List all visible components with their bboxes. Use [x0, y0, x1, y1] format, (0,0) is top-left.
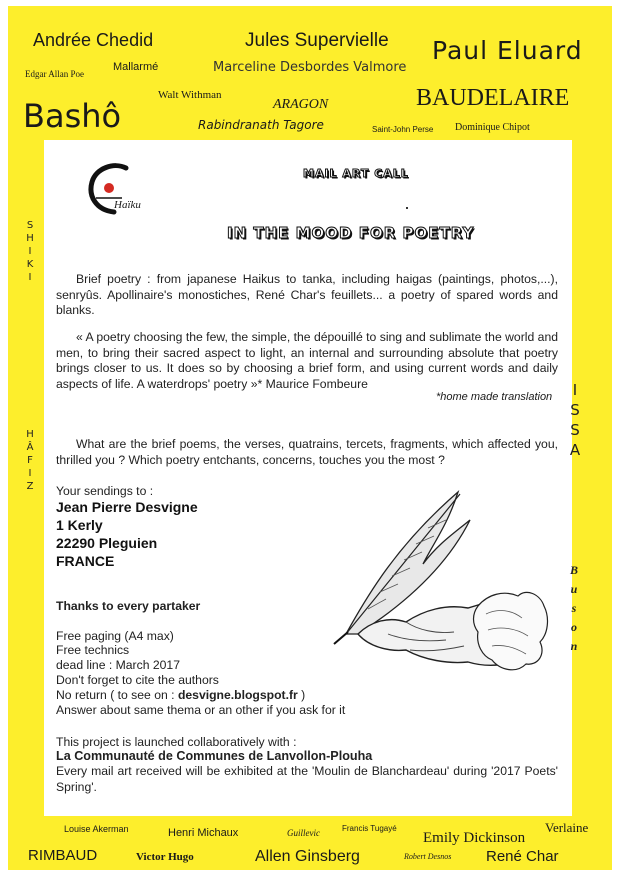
haiku-logo-text: Haïku	[114, 199, 141, 211]
poet-robert-desnos: Robert Desnos	[404, 852, 452, 861]
poet-jules-supervielle: Jules Supervielle	[245, 30, 389, 51]
mail-art-call-label: MAIL ART CALL	[303, 167, 409, 180]
poet-walt-withman: Walt Withman	[158, 89, 222, 101]
rule-cite-authors: Don't forget to cite the authors	[56, 673, 219, 687]
rule-no-return	[56, 688, 305, 702]
poet-rimbaud: RIMBAUD	[28, 847, 98, 864]
poet-guillevic: Guillevic	[287, 828, 320, 838]
poet-rene-char: René Char	[486, 848, 559, 865]
rule-technics: Free technics	[56, 643, 130, 657]
poet-mallarme: Mallarmé	[113, 61, 159, 73]
poet-aragon: ARAGON	[273, 97, 329, 112]
poet-henri-michaux: Henri Michaux	[168, 827, 239, 839]
intro-paragraph-1: Brief poetry : from japanese Haikus to tanka, including haigas (paintings, photos,...), senryûs. Apollinaire's monostiches, René Char's feuillets... a poetry of spared words and blanks.	[56, 272, 558, 318]
project-organization: La Communauté de Communes de Lanvollon-Plouha	[56, 749, 373, 763]
poet-victor-hugo: Victor Hugo	[136, 851, 194, 863]
poet-buson-vertical: B u s o n	[569, 563, 578, 653]
poet-verlaine: Verlaine	[545, 820, 589, 835]
rule-answer: Answer about same thema or an other if you ask for it	[56, 703, 346, 717]
haiku-logo	[84, 160, 154, 220]
poet-marceline-desbordes-valmore: Marceline Desbordes Valmore	[213, 60, 407, 75]
quill-hand-illustration	[328, 484, 550, 694]
project-intro: This project is launched collaboratively with :	[56, 735, 297, 749]
poet-baudelaire: BAUDELAIRE	[416, 85, 570, 111]
address-street: 1 Kerly	[56, 517, 103, 533]
rule-deadline: dead line : March 2017	[56, 658, 180, 672]
poet-louise-akerman: Louise Akerman	[64, 824, 129, 834]
poet-francis-tugaye: Francis Tugayé	[342, 824, 397, 833]
call-title: IN THE MOOD FOR POETRY	[227, 224, 475, 242]
poet-emily-dickinson: Emily Dickinson	[423, 830, 526, 846]
poet-allen-ginsberg: Allen Ginsberg	[255, 848, 360, 865]
rule-no-return-suffix: )	[297, 688, 306, 702]
thanks-line: Thanks to every partaker	[56, 599, 201, 613]
sendings-label: Your sendings to :	[56, 484, 154, 498]
address-city: 22290 Pleguien	[56, 535, 158, 551]
poet-hafiz-vertical: H Â F I Z	[26, 429, 34, 492]
rule-no-return-prefix: No return ( to see on :	[56, 688, 178, 702]
translation-note: *home made translation	[436, 391, 553, 403]
poet-issa-vertical: I S S A	[569, 381, 581, 459]
question-paragraph: What are the brief poems, the verses, quatrains, tercets, fragments, which affected you, thrilled you ? Which poetry entchants, concerns, touches you the most ?	[56, 437, 558, 467]
rule-paging: Free paging (A4 max)	[56, 629, 174, 643]
quill-pen-icon	[328, 484, 550, 694]
poet-andree-chedid: Andrée Chedid	[33, 30, 154, 50]
project-exhibition: Every mail art received will be exhibited at the 'Moulin de Blanchardeau' during '2017 Poets' Spring'.	[56, 764, 558, 794]
poet-rabindranath-tagore: Rabindranath Tagore	[198, 118, 324, 132]
poet-basho: Bashô	[23, 97, 122, 135]
poet-edgar-allan-poe: Edgar Allan Poe	[25, 69, 84, 79]
poet-dominique-chipot: Dominique Chipot	[455, 122, 530, 133]
poet-shiki-vertical: S H I K I	[26, 220, 34, 283]
address-name: Jean Pierre Desvigne	[56, 499, 198, 515]
dot-mark	[406, 207, 408, 209]
red-sun-dot	[104, 183, 114, 193]
poet-saint-john-perse: Saint-John Perse	[372, 125, 434, 134]
intro-paragraph-2: « A poetry choosing the few, the simple, the dépouillé to sing and sublimate the world and men, to bring their sacred aspect to light, an internal and surrounding absolute that poetry brings closer to us. It does so by choosing a brief form, and using current words and daily aspects of life. A waterdrops' poetry »* Maurice Fombeure	[56, 330, 558, 391]
ensō-circle-icon	[84, 160, 154, 220]
address-country: FRANCE	[56, 553, 115, 569]
blog-link[interactable]: desvigne.blogspot.fr	[177, 688, 298, 702]
poet-paul-eluard: Paul Eluard	[432, 36, 583, 65]
